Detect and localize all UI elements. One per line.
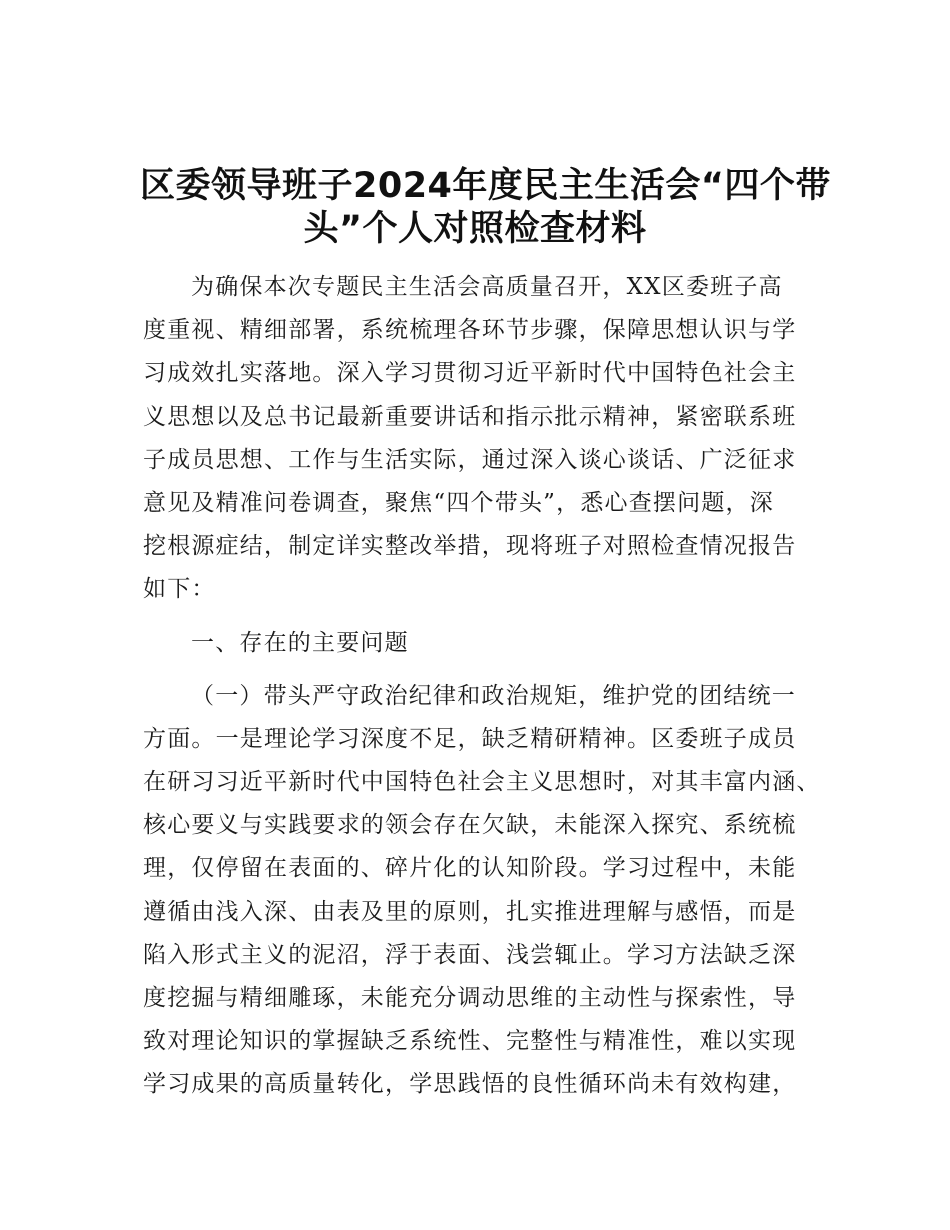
intro-line-1: 为确保本次专题民主生活会高质量召开，XX区委班子高 <box>191 274 783 300</box>
section-line-5: 理，仅停留在表面的、碎片化的认知阶段。学习过程中，未能 <box>143 855 797 882</box>
section-line-8: 度挖掘与精细雕琢，未能充分调动思维的主动性与探索性，导 <box>143 985 797 1011</box>
intro-line-5: 子成员思想、工作与生活实际，通过深入谈心谈话、广泛征求 <box>143 446 797 473</box>
intro-line-8: 如下： <box>143 576 216 603</box>
section-line-2: 方面。一是理论学习深度不足，缺乏精研精神。区委班子成员 <box>143 725 797 752</box>
document-body <box>143 266 823 1107</box>
intro-line-4: 义思想以及总书记最新重要讲话和指示批示精神，紧密联系班 <box>143 403 797 430</box>
section-line-9: 致对理论知识的掌握缺乏系统性、完整性与精准性，难以实现 <box>143 1028 797 1055</box>
section-line-10: 学习成果的高质量转化，学思践悟的良性循环尚未有效构建， <box>143 1071 797 1098</box>
intro-line-3: 习成效扎实落地。深入学习贯彻习近平新时代中国特色社会主 <box>143 360 797 387</box>
paragraph-gap <box>143 665 823 675</box>
document-title <box>140 165 831 251</box>
intro-line-7: 挖根源症结，制定详实整改举措，现将班子对照检查情况报告 <box>143 533 797 560</box>
section-line-1: （一）带头严守政治纪律和政治规矩，维护党的团结统一 <box>191 682 796 709</box>
section-line-4: 核心要义与实践要求的领会存在欠缺，未能深入探究、系统梳 <box>143 812 797 839</box>
paragraph-gap <box>143 612 823 622</box>
section-heading: 一、存在的主要问题 <box>191 629 409 656</box>
title-line-1: 区委领导班子2024年度民主生活会“四个带 <box>140 166 831 206</box>
intro-line-2: 度重视、精细部署，系统梳理各环节步骤，保障思想认识与学 <box>143 317 797 344</box>
intro-line-6: 意见及精准问卷调查，聚焦“四个带头”，悉心查摆问题，深 <box>143 489 774 516</box>
section-line-6: 遵循由浅入深、由表及里的原则，扎实推进理解与感悟，而是 <box>143 898 797 925</box>
title-line-2: 头”个人对照检查材料 <box>303 209 647 249</box>
section-line-3: 在研习习近平新时代中国特色社会主义思想时，对其丰富内涵、 <box>143 769 821 796</box>
section-line-7: 陷入形式主义的泥沼，浮于表面、浅尝辄止。学习方法缺乏深 <box>143 941 797 968</box>
